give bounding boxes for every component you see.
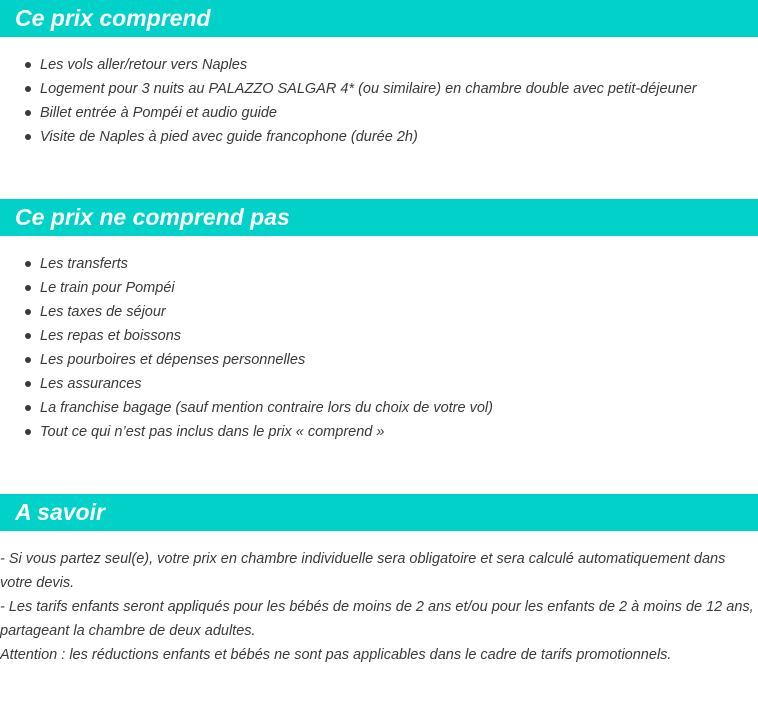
list-item: Les vols aller/retour vers Naples [0,53,758,77]
bullet-icon [25,333,31,339]
list-item: Tout ce qui n’est pas inclus dans le prix « comprend » [0,420,758,444]
included-section [0,0,758,149]
excluded-header: Ce prix ne comprend pas [0,199,758,236]
bullet-icon [25,261,31,267]
list-item: Le train pour Pompéi [0,276,758,300]
info-body [0,547,758,667]
bullet-icon [25,86,31,92]
list-item: Les repas et boissons [0,324,758,348]
info-line: - Si vous partez seul(e), votre prix en chambre individuelle sera obligatoire et sera calculé automatiquement dans votre devis. [0,551,726,591]
info-section [0,494,758,667]
list-item: Les taxes de séjour [0,300,758,324]
list-item: Les pourboires et dépenses personnelles [0,348,758,372]
bullet-icon [25,110,31,116]
info-line: - Les tarifs enfants seront appliqués pour les bébés de moins de 2 ans et/ou pour les enfants de 2 à moins de 12 ans, partageant la chambre de deux adultes. [0,599,754,639]
bullet-icon [25,285,31,291]
list-item: La franchise bagage (sauf mention contraire lors du choix de votre vol) [0,396,758,420]
list-item: Billet entrée à Pompéi et audio guide [0,101,758,125]
bullet-icon [25,381,31,387]
bullet-icon [25,429,31,435]
included-list [0,53,758,149]
bullet-icon [25,62,31,68]
list-item: Logement pour 3 nuits au PALAZZO SALGAR 4* (ou similaire) en chambre double avec petit-déjeuner [0,77,758,101]
included-header: Ce prix comprend [0,0,758,37]
info-header: A savoir [0,494,758,531]
bullet-icon [25,309,31,315]
list-item: Visite de Naples à pied avec guide francophone (durée 2h) [0,125,758,149]
info-line: Attention : les réductions enfants et bébés ne sont pas applicables dans le cadre de tarifs promotionnels. [0,647,672,663]
bullet-icon [25,134,31,140]
bullet-icon [25,405,31,411]
excluded-list [0,252,758,444]
list-item: Les assurances [0,372,758,396]
excluded-section [0,199,758,444]
list-item: Les transferts [0,252,758,276]
bullet-icon [25,357,31,363]
